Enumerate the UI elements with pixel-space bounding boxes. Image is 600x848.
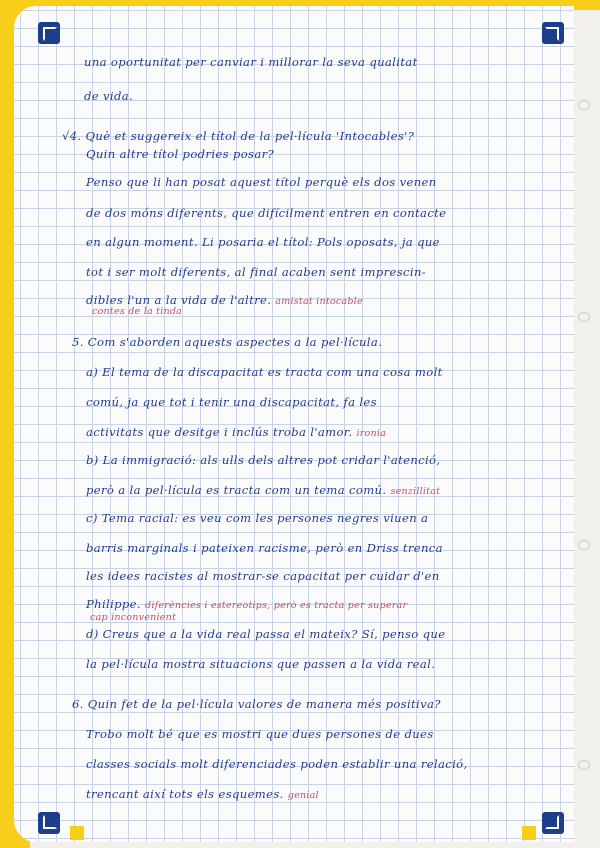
question-4: √4. Què et suggereix el títol de la pel·lícula 'Intocables'?	[62, 129, 415, 143]
text-line: c) Tema racial: es veu com les persones negres viuen a	[86, 511, 429, 525]
corner-mark-icon	[38, 22, 60, 44]
text-line: tot i ser molt diferents, al final acaben sent imprescin-	[86, 265, 427, 279]
text-line: dibles l'un a la vida de l'altre. amistat intocable	[86, 293, 363, 307]
punch-hole-icon	[578, 312, 590, 322]
text-line: classes socials molt diferenciades poden establir una relació,	[86, 757, 468, 771]
punch-hole-icon	[578, 100, 590, 110]
text-line: Trobo molt bé que es mostri que dues persones de dues	[86, 727, 434, 741]
text-line: Penso que li han posat aquest títol perquè els dos venen	[86, 175, 437, 189]
text-line: en algun moment. Li posaria el títol: Pols oposats, ja que	[86, 235, 440, 249]
question-5: 5. Com s'aborden aquests aspectes a la pel·lícula.	[72, 335, 383, 349]
question-4-line-2: Quin altre títol podries posar?	[86, 147, 275, 161]
text-line: barris marginals i pateixen racisme, però en Driss trenca	[86, 541, 443, 555]
teacher-note: senzillitat	[390, 486, 441, 497]
teacher-note: cap inconvenient	[90, 612, 177, 623]
text-line: b) La immigració: als ulls dels altres pot cridar l'atenció,	[86, 453, 441, 467]
text-line: de vida.	[84, 89, 134, 103]
text-line: comú, ja que tot i tenir una discapacitat, fa les	[86, 395, 377, 409]
punch-hole-icon	[578, 760, 590, 770]
text-line: una oportunitat per canviar i millorar la seva qualitat	[84, 55, 418, 69]
corner-mark-icon	[542, 22, 564, 44]
text-line: Philippe. diferències i estereotips, però es tracta per superar	[86, 597, 408, 611]
text-line: de dos móns diferents, que difícilment entren en contacte	[86, 206, 447, 220]
teacher-note: contes de la tinda	[92, 306, 183, 317]
text-line: les idees racistes al mostrar-se capacitat per cuidar d'en	[86, 569, 440, 583]
teacher-note: diferències i estereotips, però es tracta per superar	[144, 600, 408, 611]
punch-hole-icon	[578, 540, 590, 550]
text-line: d) Creus que a la vida real passa el mateix? Sí, penso que	[86, 627, 446, 641]
text-line: activitats que desitge i inclús troba l'amor. ironia	[86, 425, 387, 439]
text-line: la pel·lícula mostra situacions que passen a la vida real.	[86, 657, 436, 671]
text-line: però a la pel·lícula es tracta com un tema comú. senzillitat	[86, 483, 441, 497]
corner-mark-icon	[38, 812, 60, 834]
text-line: trencant així tots els esquemes. genial	[86, 787, 319, 801]
yellow-square-icon	[522, 826, 536, 840]
teacher-note: ironia	[356, 428, 387, 439]
teacher-note: amistat intocable	[275, 296, 363, 307]
teacher-note: genial	[287, 790, 319, 801]
question-6: 6. Quin fet de la pel·lícula valores de manera més positiva?	[72, 697, 441, 711]
corner-mark-icon	[542, 812, 564, 834]
yellow-square-icon	[70, 826, 84, 840]
text-line: a) El tema de la discapacitat es tracta com una cosa molt	[86, 365, 443, 379]
